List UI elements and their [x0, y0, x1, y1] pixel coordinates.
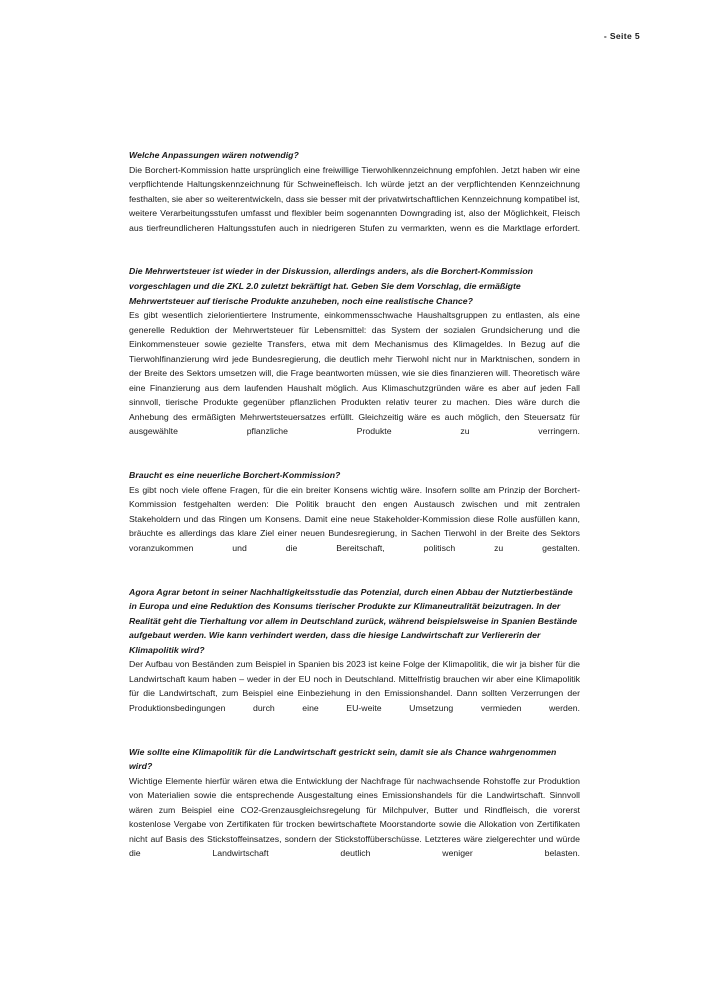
- answer-paragraph: Es gibt noch viele offene Fragen, für die ein breiter Konsens wichtig wäre. Insofern sollte am Prinzip der Borchert-Kommission festgehalten werden: Die Politik braucht den engen Austausch zwischen und mit zentralen Stakeholdern und das Ringen um Konsens. Damit eine neue Stakeholder-Kommission diese Rolle ausfüllen kann, bräuchte es allerdings das klare Ziel einer neuen Bundesregierung, in Sachen Tierwohl in der Breite des Sektors voranzukommen und die Bereitschaft, politisch zu gestalten.: [129, 484, 580, 553]
- question-heading: Die Mehrwertsteuer ist wieder in der Diskussion, allerdings anders, als die Borchert-Kommission vorgeschlagen und die ZKL 2.0 zuletzt bekräftigt hat. Geben Sie dem Vorschlag, die ermäßigte Mehrwertsteuer auf tierische Produkte anzuheben, noch eine realistische Chance?: [129, 266, 534, 306]
- qa-block: [129, 264, 580, 453]
- qa-block: [129, 745, 580, 876]
- question-heading: Agora Agrar betont in seiner Nachhaltigkeitsstudie das Potenzial, durch einen Abbau der Nutztierbestände in Europa und eine Reduktion des Konsums tierischer Produkte zur Klimaneutralität beizutragen. In der Realität geht die Tierhaltung vor allem in Deutschland zurück, während beispielsweise in Spanien Bestände aufgebaut werden. Wie kann verhindert werden, dass die hiesige Landwirtschaft zur Verliererin der Klimapolitik wird?: [129, 586, 578, 655]
- qa-block: [129, 468, 580, 570]
- answer-paragraph: Wichtige Elemente hierfür wären etwa die Entwicklung der Nachfrage für nachwachsende Rohstoffe zur Produktion von Materialien sowie die entsprechende Ausgestaltung eines Emissionshandels für die Landwirtschaft. Sinnvoll wären zum Beispiel eine CO2-Grenzausgleichsregelung für Milchpulver, Butter und Rindfleisch, die vorerst kostenlose Vergabe von Zertifikaten für trocken bewirtschaftete Moorstandorte sowie die Allokation von Zertifikaten nicht auf Basis des Stickstoffeinsatzes, sondern der Stickstoffüberschüsse. Letzteres wäre zielgerechter und würde die Landwirtschaft deutlich weniger belasten.: [129, 775, 580, 859]
- page-number-header: - Seite 5: [603, 31, 640, 41]
- answer-paragraph: Der Aufbau von Beständen zum Beispiel in Spanien bis 2023 ist keine Folge der Klimapolitik, die wir ja bisher für die Landwirtschaft kaum haben – weder in der EU noch in Deutschland. Mittelfristig brauchen wir aber eine Klimapolitik für die Landwirtschaft, zum Beispiel eine Einbeziehung in den Emissionshandel. Dann sollten Verzerrungen der Produktionsbedingungen durch eine EU-weite Umsetzung vermieden werden.: [129, 659, 580, 713]
- question-heading: Wie sollte eine Klimapolitik für die Landwirtschaft gestrickt sein, damit sie als Chance wahrgenommen wird?: [129, 746, 557, 772]
- qa-block: [129, 148, 580, 250]
- answer-paragraph: Es gibt wesentlich zielorientiertere Instrumente, einkommensschwache Haushaltsgruppen zu entlasten, als eine generelle Reduktion der Mehrwertsteuer für Lebensmittel: das System der sozialen Grundsicherung und die Einkommensteuer sowie gezielte Transfers, etwa mit dem Mechanismus des Klimageldes. In Bezug auf die Tierwohlfinanzierung wird jede Bundesregierung, die deutlich mehr Tierwohl nicht nur in Marktnischen, sondern in der Breite des Sektors umsetzen will, die Frage beantworten müssen, wie sie dies finanzieren will. Theoretisch wäre eine Finanzierung aus dem laufenden Haushalt möglich. Aus Klimaschutzgründen wäre es aber auf jeden Fall sinnvoll, tierische Produkte gegenüber pflanzlichen Produkten relativ teurer zu machen. Dies wäre durch die Anhebung des ermäßigten Mehrwertsteuersatzes erfüllt. Gleichzeitig wäre es auch möglich, den Steuersatz für ausgewählte pflanzliche Produkte zu verringern.: [129, 310, 580, 437]
- question-heading: Braucht es eine neuerliche Borchert-Kommission?: [129, 470, 341, 481]
- qa-block: [129, 585, 580, 730]
- question-heading: Welche Anpassungen wären notwendig?: [129, 150, 299, 160]
- article-content: [129, 148, 580, 876]
- answer-paragraph: Die Borchert-Kommission hatte ursprünglich eine freiwillige Tierwohlkennzeichnung empfohlen. Jetzt haben wir eine verpflichtende Haltungskennzeichnung für Schweinefleisch. Ich würde jetzt an der verpflichtenden Kennzeichnung festhalten, sie aber so weiterentwickeln, dass sie besser mit der privatwirtschaftlichen Kennzeichnung kompatibel ist, weitere Verarbeitungsstufen umfasst und flexibler beim sogenannten Downgrading ist, also der Möglichkeit, Fleisch aus tierfreundlicheren Haltungsstufen auch in niedrigeren Stufen zu vermarkten, wenn es die Marktlage erfordert.: [129, 164, 580, 233]
